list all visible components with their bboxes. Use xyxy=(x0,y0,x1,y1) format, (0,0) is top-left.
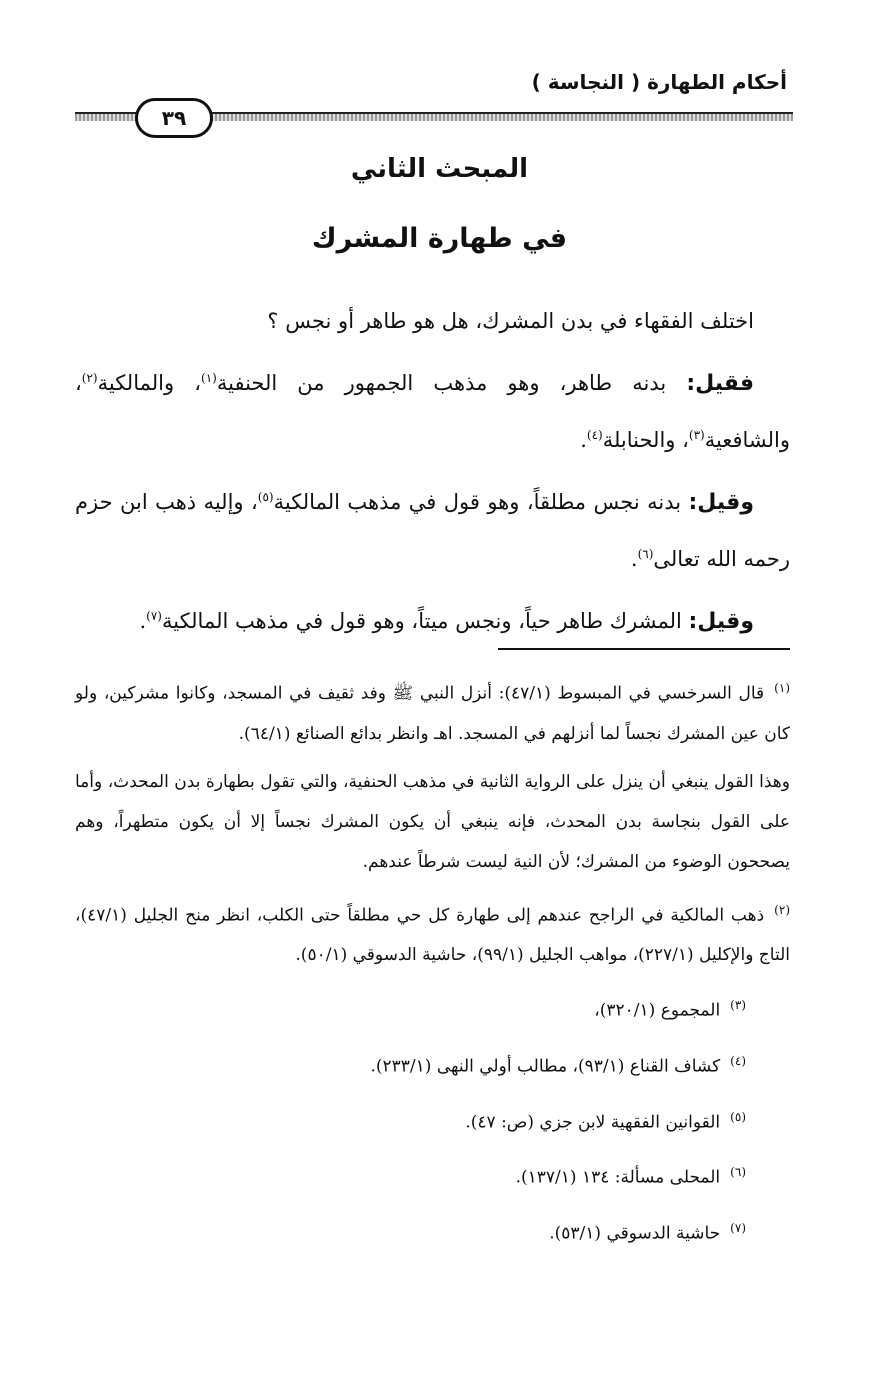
paragraph-lead: وقيل: xyxy=(688,609,754,634)
footnote-text: المحلى مسألة: ١٣٤ (١٣٧/١). xyxy=(515,1167,721,1188)
footnotes xyxy=(75,668,790,1262)
footnote-ref-3[interactable]: (٣) xyxy=(688,428,705,442)
page-number-badge xyxy=(135,98,213,138)
footnote-marker: (٢) xyxy=(774,902,790,917)
paragraph-2 xyxy=(75,355,790,468)
footnote-ref-4[interactable]: (٤) xyxy=(586,428,603,442)
paragraph-text: بدنه نجس مطلقاً، وهو قول في مذهب المالكية xyxy=(273,490,689,514)
footnote-marker: (٦) xyxy=(730,1165,746,1180)
footnote-marker: (٥) xyxy=(730,1109,746,1124)
footnote-text: كشاف القناع (٩٣/١)، مطالب أولي النهى (٢٣٣/١). xyxy=(370,1056,721,1077)
paragraph-text: . xyxy=(630,547,638,571)
paragraph-text: المشرك طاهر حياً، ونجس ميتاً، وهو قول في مذهب المالكية xyxy=(161,609,689,633)
page-number: ٣٩ xyxy=(161,106,187,130)
footnote-2 xyxy=(75,890,790,976)
paragraph-text: ، وإليه ذهب ابن حزم رحمه الله تعالى xyxy=(75,490,790,571)
footnote-text: القوانين الفقهية لابن جزي (ص: ٤٧). xyxy=(465,1112,721,1133)
footnote-7 xyxy=(75,1206,746,1256)
footnote-text: قال السرخسي في المبسوط (٤٧/١): أنزل النبي ﷺ وفد ثقيف في المسجد، وكانوا مشركين، ولو كان عين المشرك نجساً لما أنزلهم في المسجد. اهـ وانظر بدائع الصنائع (٦٤/١). xyxy=(75,683,790,744)
paragraph-text: . xyxy=(139,609,147,633)
footnote-marker: (٣) xyxy=(730,998,746,1013)
footnote-ref-2[interactable]: (٢) xyxy=(81,371,98,385)
section-subtitle: في طهارة المشرك xyxy=(311,223,568,254)
footnote-1-continued: وهذا القول ينبغي أن ينزل على الرواية الثانية في مذهب الحنفية، والتي تقول بطهارة بدن المحدث، وأما على القول بنجاسة بدن المحدث، فإنه ينبغي أن يكون المشرك نجساً إلا أن يكون متطهراً، وهم يصححون الوضوء من المشرك؛ لأن النية ليست شرطاً عندهم. xyxy=(75,771,790,872)
paragraph-1: اختلف الفقهاء في بدن المشرك، هل هو طاهر أو نجس ؟ xyxy=(267,309,754,333)
paragraph-text: بدنه طاهر، وهو مذهب الجمهور من الحنفية xyxy=(216,371,687,395)
footnote-text: حاشية الدسوقي (٥٣/١). xyxy=(549,1223,721,1244)
footnote-5 xyxy=(75,1095,746,1145)
paragraph-text: . xyxy=(580,428,587,452)
body-text xyxy=(75,293,790,656)
footnote-ref-5[interactable]: (٥) xyxy=(257,490,274,504)
footnote-separator xyxy=(498,648,790,650)
footnote-ref-6[interactable]: (٦) xyxy=(637,547,654,561)
paragraph-text: ، والمالكية xyxy=(97,371,202,395)
paragraph-text: ، والحنابلة xyxy=(602,428,689,452)
footnote-3 xyxy=(75,983,746,1033)
running-header-title: أحكام الطهارة ( النجاسة ) xyxy=(531,70,787,94)
footnote-1 xyxy=(75,668,790,754)
footnote-text: ذهب المالكية في الراجح عندهم إلى طهارة كل حي مطلقاً حتى الكلب، انظر منح الجليل (٤٧/١)، التاج والإكليل (٢٢٧/١)، مواهب الجليل (٩٩/١)، حاشية الدسوقي (٥٠/١). xyxy=(75,905,790,966)
footnote-marker: (٧) xyxy=(730,1220,746,1235)
footnote-marker: (١) xyxy=(774,681,790,695)
footnote-4 xyxy=(75,1039,746,1089)
footnote-ref-7[interactable]: (٧) xyxy=(146,609,162,623)
section-title: المبحث الثاني xyxy=(350,154,529,184)
footnote-text: المجموع (٣٢٠/١)، xyxy=(594,1000,721,1021)
paragraph-lead: فقيل: xyxy=(686,371,754,396)
paragraph-lead: وقيل: xyxy=(688,490,754,515)
footnote-ref-1[interactable]: (١) xyxy=(201,371,217,385)
paragraph-3 xyxy=(75,474,790,587)
paragraph-text: ، والشافعية xyxy=(75,371,790,452)
footnote-6 xyxy=(75,1150,746,1200)
footnote-marker: (٤) xyxy=(730,1053,746,1068)
paragraph-4 xyxy=(75,593,790,650)
